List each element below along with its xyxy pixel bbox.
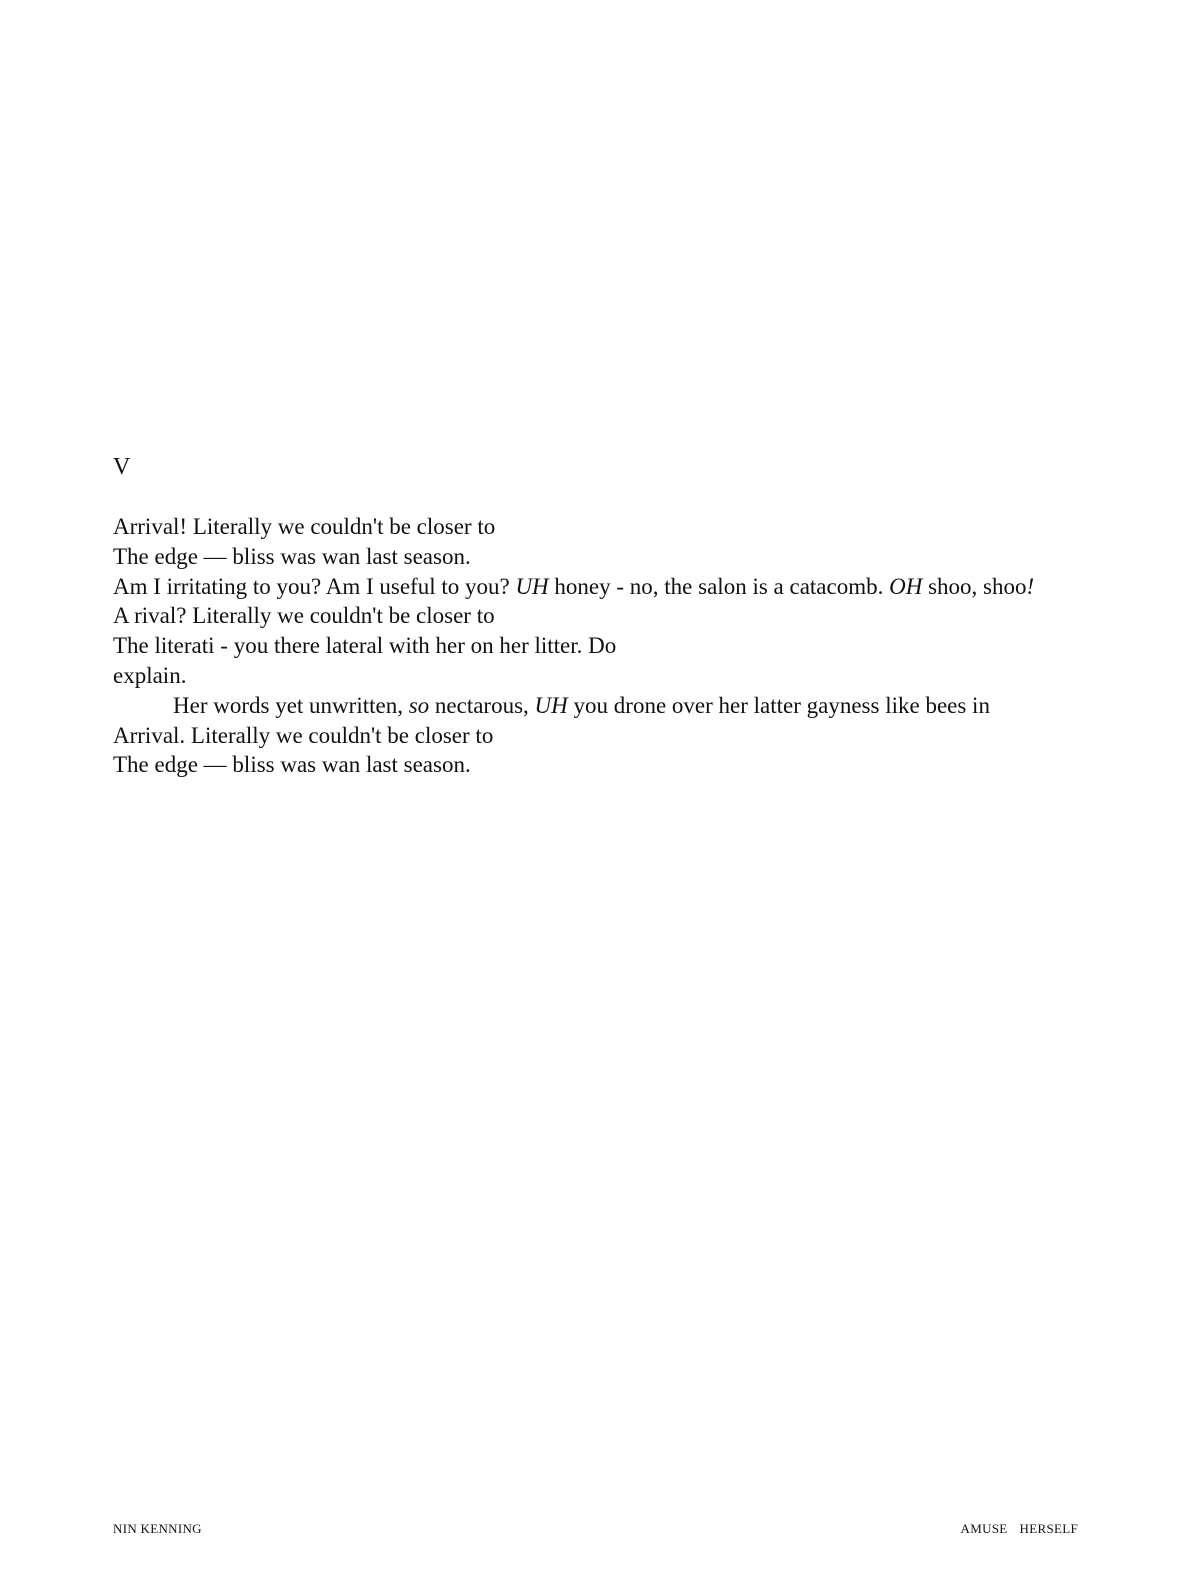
poem-text: you drone over her latter gayness like bees in <box>567 692 990 718</box>
poem-line <box>113 542 1113 572</box>
poem-text: Am I irritating to you? Am I useful to you? <box>113 573 516 599</box>
poem-text: Arrival. Literally we couldn't be closer to <box>113 722 494 748</box>
footer-title-word: AMUSE <box>960 1521 1008 1536</box>
poem-line <box>113 631 1113 661</box>
poem-text: nectarous, <box>429 692 535 718</box>
poem-line <box>113 750 1113 780</box>
poem-italic-text: UH <box>515 573 549 599</box>
poem-line <box>113 691 1113 721</box>
poem-text: Arrival! Literally we couldn't be closer to <box>113 514 496 539</box>
poem-line <box>113 512 1113 542</box>
poem-italic-text: OH <box>889 573 923 599</box>
poem-line <box>113 572 1113 602</box>
poem-italic-text: ! <box>1026 573 1035 599</box>
poem-text: explain. <box>113 662 187 688</box>
poem-text: The edge — bliss was wan last season. <box>113 752 471 778</box>
poem-line <box>113 721 1113 751</box>
poem-text: Her words yet unwritten, <box>173 692 409 718</box>
footer-author: NIN KENNING <box>113 1521 202 1536</box>
poem-line <box>113 601 1113 631</box>
poem-text: A rival? Literally we couldn't be closer to <box>113 603 495 629</box>
poem-italic-text: so <box>408 692 430 718</box>
poem-body <box>113 512 1113 780</box>
poem-text: shoo, shoo <box>922 573 1027 599</box>
poem-text: The literati - you there lateral with her on her litter. Do <box>113 633 617 659</box>
footer-title <box>961 1522 1078 1535</box>
poem-line <box>113 661 1113 691</box>
section-numeral: V <box>113 454 131 480</box>
poem-text: honey - no, the salon is a catacomb. <box>548 573 890 599</box>
poem-text: The edge — bliss was wan last season. <box>113 543 471 569</box>
footer-title-word: HERSELF <box>1019 1521 1078 1536</box>
poem-italic-text: UH <box>534 692 568 718</box>
